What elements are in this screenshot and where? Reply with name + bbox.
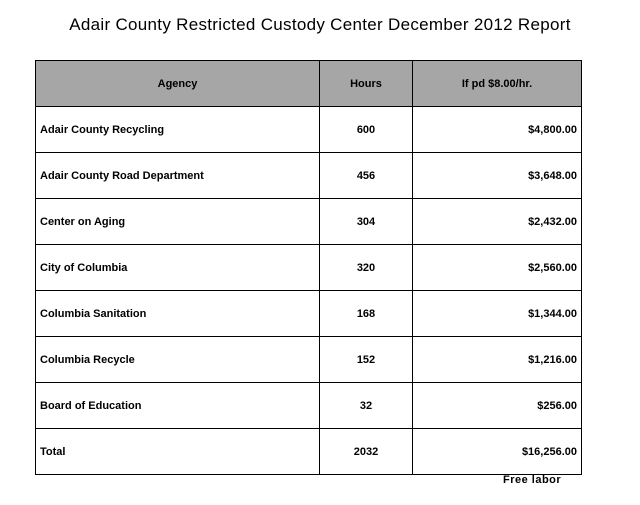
agency-cell: Adair County Recycling	[36, 107, 320, 153]
pay-cell: $2,560.00	[413, 245, 582, 291]
hours-cell: 456	[320, 153, 413, 199]
table-row	[36, 383, 582, 429]
free-labor-note: Free labor	[503, 474, 562, 486]
hours-cell: 32	[320, 383, 413, 429]
table-row	[36, 245, 582, 291]
agency-cell: Board of Education	[36, 383, 320, 429]
table-row	[36, 337, 582, 383]
report-title: Adair County Restricted Custody Center December 2012 Report	[69, 15, 571, 34]
header-hours: Hours	[320, 61, 413, 107]
table-row	[36, 153, 582, 199]
header-agency: Agency	[36, 61, 320, 107]
table-row	[36, 199, 582, 245]
agency-cell: Columbia Recycle	[36, 337, 320, 383]
total-hours-cell: 2032	[320, 429, 413, 475]
pay-cell: $3,648.00	[413, 153, 582, 199]
pay-cell: $2,432.00	[413, 199, 582, 245]
table-row	[36, 291, 582, 337]
total-row	[36, 429, 582, 475]
table-row	[36, 107, 582, 153]
pay-cell: $256.00	[413, 383, 582, 429]
hours-cell: 168	[320, 291, 413, 337]
header-pay: If pd $8.00/hr.	[413, 61, 582, 107]
total-pay-cell: $16,256.00	[413, 429, 582, 475]
pay-cell: $4,800.00	[413, 107, 582, 153]
hours-cell: 304	[320, 199, 413, 245]
agency-cell: Adair County Road Department	[36, 153, 320, 199]
pay-cell: $1,344.00	[413, 291, 582, 337]
header-row	[36, 61, 582, 107]
agency-cell: City of Columbia	[36, 245, 320, 291]
hours-cell: 600	[320, 107, 413, 153]
pay-cell: $1,216.00	[413, 337, 582, 383]
total-label-cell: Total	[36, 429, 320, 475]
agency-cell: Center on Aging	[36, 199, 320, 245]
report-table	[35, 60, 582, 475]
hours-cell: 320	[320, 245, 413, 291]
agency-cell: Columbia Sanitation	[36, 291, 320, 337]
hours-cell: 152	[320, 337, 413, 383]
